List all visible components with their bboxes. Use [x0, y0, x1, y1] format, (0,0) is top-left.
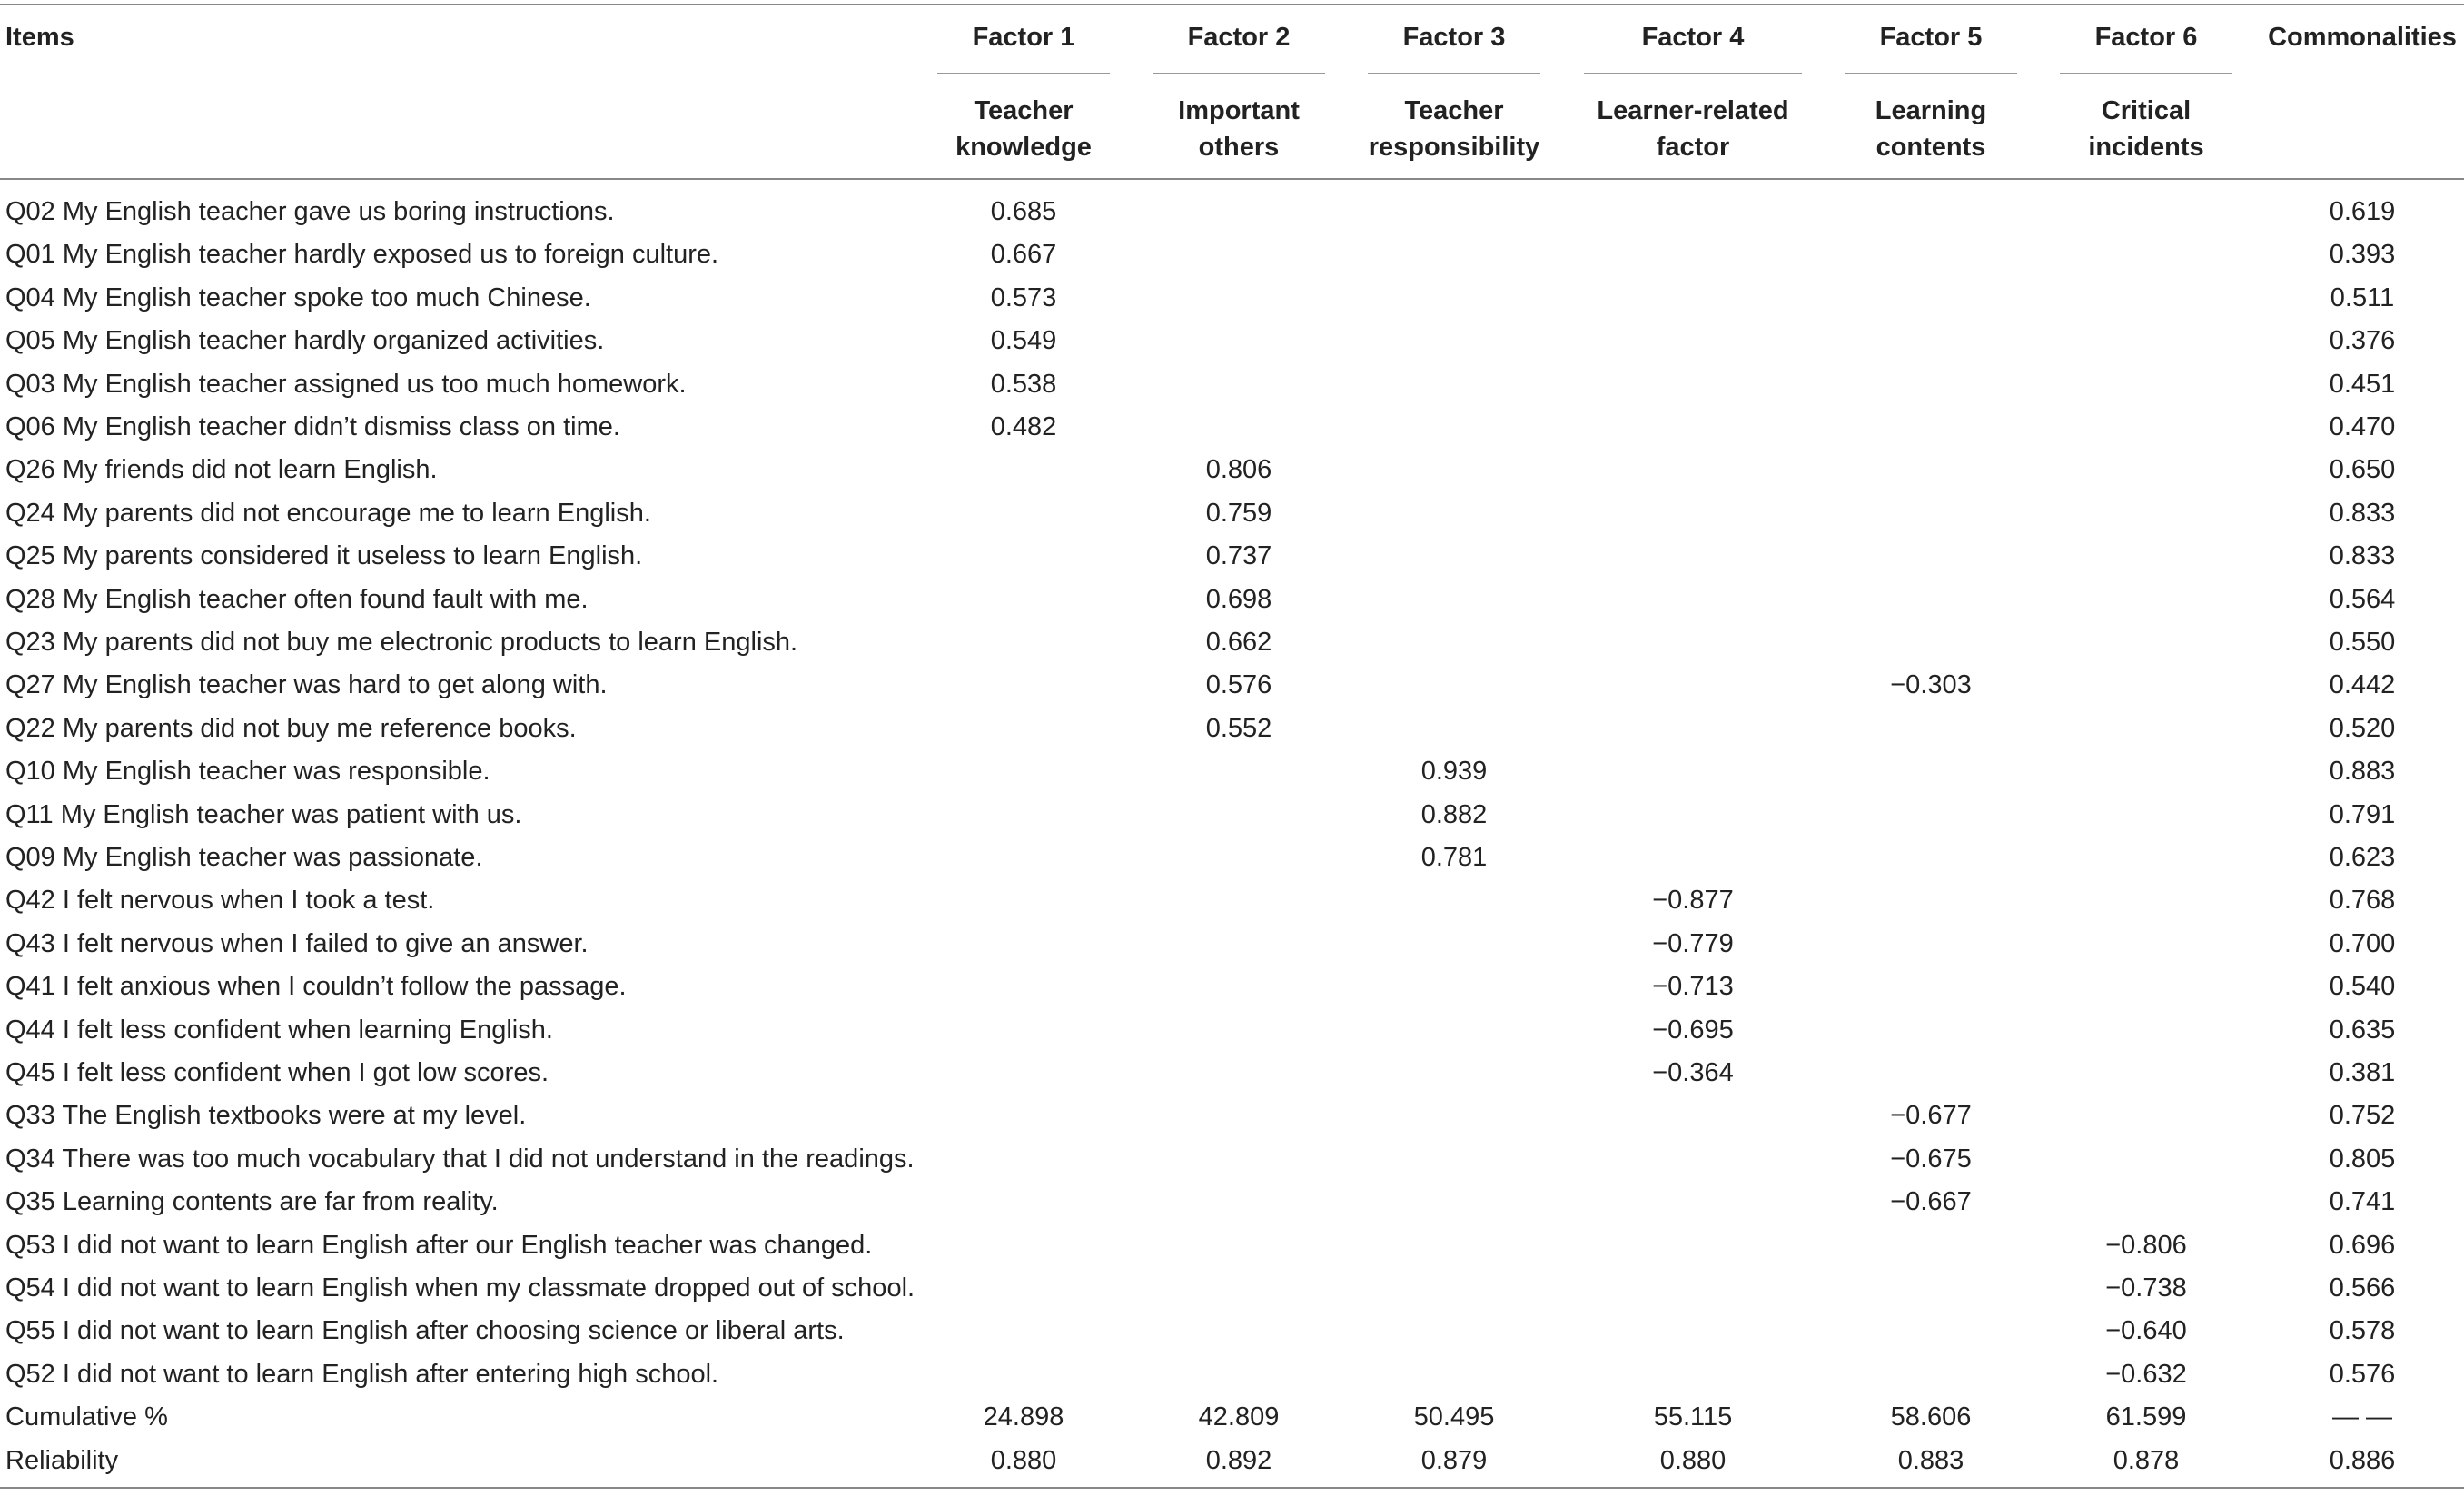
- header-factor-2-rule: [1153, 73, 1325, 74]
- row-item-label: Q43 I felt nervous when I failed to give an answer.: [5, 929, 589, 958]
- row-commonality: 0.700: [2329, 929, 2396, 958]
- row-factor-2-loading: 0.576: [1205, 670, 1272, 699]
- row-factor-5-loading: −0.303: [1890, 670, 1972, 699]
- header-factor-3-name: Teacher responsibility: [1368, 96, 1540, 162]
- row-factor-5-loading: −0.667: [1890, 1187, 1972, 1216]
- row-factor-4-loading: −0.695: [1652, 1015, 1734, 1045]
- header-factor-4-name: Learner-related factor: [1597, 96, 1789, 162]
- row-commonality: 0.886: [2329, 1446, 2396, 1475]
- header-factor-4-title: Factor 4: [1641, 23, 1745, 52]
- row-commonality: 0.442: [2329, 670, 2396, 699]
- row-commonality: 0.791: [2329, 800, 2396, 829]
- row-factor-1-loading: 24.898: [983, 1402, 1064, 1432]
- header-factor-2-title: Factor 2: [1187, 23, 1291, 52]
- row-commonality: 0.566: [2329, 1273, 2396, 1303]
- row-factor-4-loading: 0.880: [1659, 1446, 1727, 1475]
- row-commonality: 0.550: [2329, 628, 2396, 657]
- row-factor-2-loading: 0.892: [1205, 1446, 1272, 1475]
- header-factor-6-rule: [2060, 73, 2232, 74]
- row-factor-1-loading: 0.573: [990, 283, 1057, 312]
- row-commonality: 0.393: [2329, 240, 2396, 269]
- row-item-label: Q01 My English teacher hardly exposed us to foreign culture.: [5, 240, 719, 269]
- row-factor-4-loading: −0.877: [1652, 886, 1734, 915]
- row-commonality: — —: [2331, 1402, 2393, 1432]
- row-commonality: 0.883: [2329, 757, 2396, 786]
- row-commonality: 0.511: [2330, 283, 2395, 312]
- header-factor-3-title: Factor 3: [1402, 23, 1506, 52]
- row-factor-6-loading: −0.738: [2105, 1273, 2187, 1303]
- row-item-label: Q03 My English teacher assigned us too much homework.: [5, 370, 687, 399]
- row-factor-6-loading: 0.878: [2113, 1446, 2180, 1475]
- row-factor-2-loading: 0.662: [1205, 628, 1272, 657]
- header-factor-2-name: Important others: [1178, 96, 1300, 162]
- row-factor-4-loading: 55.115: [1653, 1402, 1733, 1432]
- row-item-label: Q54 I did not want to learn English when my classmate dropped out of school.: [5, 1273, 915, 1303]
- row-commonality: 0.696: [2329, 1231, 2396, 1260]
- row-factor-3-loading: 0.879: [1420, 1446, 1488, 1475]
- row-item-label: Q33 The English textbooks were at my level.: [5, 1101, 527, 1130]
- row-commonality: 0.833: [2329, 499, 2396, 528]
- header-commonalities: Commonalities: [2268, 23, 2457, 52]
- row-item-label: Q41 I felt anxious when I couldn’t follow the passage.: [5, 972, 627, 1001]
- row-item-label: Q45 I felt less confident when I got low scores.: [5, 1058, 549, 1087]
- row-factor-6-loading: −0.640: [2105, 1316, 2187, 1345]
- row-item-label: Q04 My English teacher spoke too much Chinese.: [5, 283, 591, 312]
- row-commonality: 0.833: [2329, 541, 2396, 570]
- row-item-label: Q44 I felt less confident when learning English.: [5, 1015, 553, 1045]
- header-factor-6-title: Factor 6: [2094, 23, 2198, 52]
- row-factor-5-loading: 0.883: [1897, 1446, 1964, 1475]
- row-commonality: 0.540: [2329, 972, 2396, 1001]
- row-item-label: Q25 My parents considered it useless to learn English.: [5, 541, 643, 570]
- row-factor-2-loading: 0.552: [1205, 714, 1272, 743]
- header-factor-5-name: Learning contents: [1875, 96, 1987, 162]
- row-factor-1-loading: 0.482: [990, 412, 1057, 441]
- row-item-label: Q02 My English teacher gave us boring instructions.: [5, 197, 615, 226]
- row-factor-2-loading: 0.737: [1205, 541, 1272, 570]
- row-factor-3-loading: 0.882: [1420, 800, 1488, 829]
- row-item-label: Q11 My English teacher was patient with us.: [5, 800, 522, 829]
- row-commonality: 0.576: [2329, 1360, 2396, 1389]
- header-factor-6-name: Critical incidents: [2088, 96, 2204, 162]
- row-item-label: Q09 My English teacher was passionate.: [5, 843, 483, 872]
- header-factor-1-rule: [937, 73, 1110, 74]
- row-factor-6-loading: −0.806: [2105, 1231, 2187, 1260]
- row-factor-6-loading: −0.632: [2105, 1360, 2187, 1389]
- row-item-label: Q42 I felt nervous when I took a test.: [5, 886, 435, 915]
- row-item-label: Q52 I did not want to learn English after entering high school.: [5, 1360, 719, 1389]
- row-factor-3-loading: 0.781: [1420, 843, 1488, 872]
- row-item-label: Q55 I did not want to learn English after choosing science or liberal arts.: [5, 1316, 845, 1345]
- row-commonality: 0.470: [2329, 412, 2396, 441]
- row-item-label: Q23 My parents did not buy me electronic products to learn English.: [5, 628, 798, 657]
- header-bottom-rule: [0, 178, 2464, 180]
- row-factor-2-loading: 42.809: [1198, 1402, 1280, 1432]
- row-factor-1-loading: 0.667: [990, 240, 1057, 269]
- row-item-label: Cumulative %: [5, 1402, 168, 1432]
- row-commonality: 0.619: [2329, 197, 2396, 226]
- row-commonality: 0.578: [2329, 1316, 2396, 1345]
- header-factor-5-title: Factor 5: [1879, 23, 1983, 52]
- header-factor-3-rule: [1368, 73, 1540, 74]
- row-factor-4-loading: −0.364: [1652, 1058, 1734, 1087]
- row-item-label: Q22 My parents did not buy me reference books.: [5, 714, 577, 743]
- row-factor-1-loading: 0.549: [990, 326, 1057, 355]
- row-item-label: Q34 There was too much vocabulary that I did not understand in the readings.: [5, 1144, 915, 1174]
- row-factor-5-loading: 58.606: [1890, 1402, 1972, 1432]
- row-commonality: 0.635: [2329, 1015, 2396, 1045]
- row-item-label: Q35 Learning contents are far from reality.: [5, 1187, 499, 1216]
- header-factor-4-rule: [1584, 73, 1802, 74]
- header-factor-1-name: Teacher knowledge: [955, 96, 1092, 162]
- row-factor-2-loading: 0.759: [1205, 499, 1272, 528]
- row-commonality: 0.623: [2329, 843, 2396, 872]
- row-factor-3-loading: 50.495: [1413, 1402, 1495, 1432]
- row-commonality: 0.650: [2329, 455, 2396, 484]
- bottom-rule: [0, 1487, 2464, 1489]
- row-commonality: 0.564: [2329, 585, 2396, 614]
- row-item-label: Q05 My English teacher hardly organized activities.: [5, 326, 605, 355]
- row-commonality: 0.451: [2329, 370, 2396, 399]
- row-factor-4-loading: −0.779: [1652, 929, 1734, 958]
- row-factor-5-loading: −0.675: [1890, 1144, 1972, 1174]
- row-item-label: Q10 My English teacher was responsible.: [5, 757, 490, 786]
- row-item-label: Q53 I did not want to learn English after our English teacher was changed.: [5, 1231, 873, 1260]
- row-factor-1-loading: 0.880: [990, 1446, 1057, 1475]
- row-item-label: Q27 My English teacher was hard to get along with.: [5, 670, 608, 699]
- row-commonality: 0.805: [2329, 1144, 2396, 1174]
- header-factor-5-rule: [1845, 73, 2017, 74]
- row-item-label: Q28 My English teacher often found fault with me.: [5, 585, 589, 614]
- row-factor-4-loading: −0.713: [1652, 972, 1734, 1001]
- row-commonality: 0.520: [2329, 714, 2396, 743]
- top-rule: [0, 4, 2464, 5]
- header-factor-1-title: Factor 1: [972, 23, 1075, 52]
- row-item-label: Q06 My English teacher didn’t dismiss class on time.: [5, 412, 620, 441]
- row-factor-5-loading: −0.677: [1890, 1101, 1972, 1130]
- header-items: Items: [5, 23, 74, 52]
- row-item-label: Q26 My friends did not learn English.: [5, 455, 438, 484]
- row-factor-1-loading: 0.538: [990, 370, 1057, 399]
- row-factor-1-loading: 0.685: [990, 197, 1057, 226]
- row-item-label: Reliability: [5, 1446, 119, 1475]
- row-commonality: 0.752: [2329, 1101, 2396, 1130]
- row-commonality: 0.381: [2329, 1058, 2396, 1087]
- row-commonality: 0.768: [2329, 886, 2396, 915]
- row-factor-2-loading: 0.806: [1205, 455, 1272, 484]
- row-factor-2-loading: 0.698: [1205, 585, 1272, 614]
- row-factor-6-loading: 61.599: [2105, 1402, 2187, 1432]
- row-commonality: 0.741: [2329, 1187, 2396, 1216]
- row-commonality: 0.376: [2329, 326, 2396, 355]
- row-factor-3-loading: 0.939: [1420, 757, 1488, 786]
- row-item-label: Q24 My parents did not encourage me to learn English.: [5, 499, 651, 528]
